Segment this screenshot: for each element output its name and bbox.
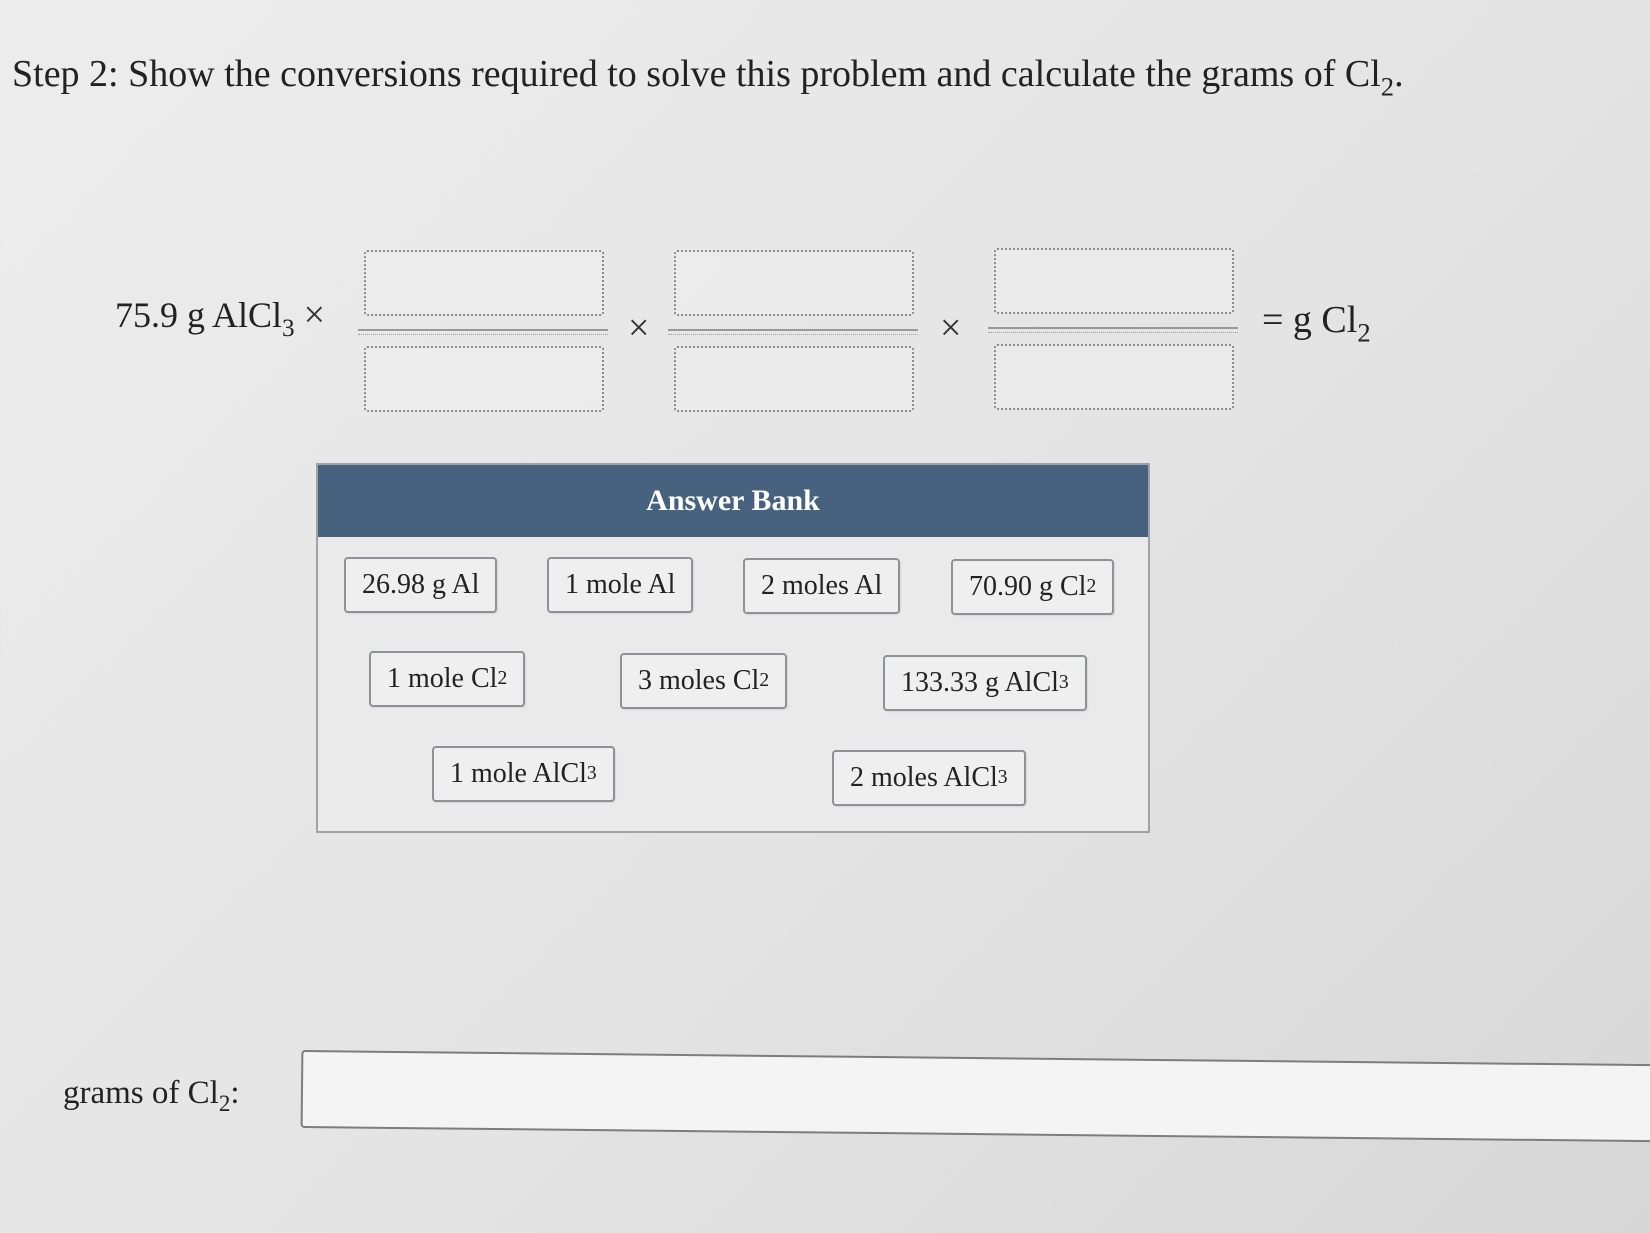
grams-cl2-answer-input[interactable] [301, 1050, 1650, 1142]
fraction-bar [988, 327, 1238, 333]
step-title: Step 2: Show the conversions required to solve this problem and calculate the grams of $Cl_2$. [12, 53, 1404, 102]
result-unit: = g $Cl_2$ [1262, 299, 1371, 348]
denominator-drop-slot-1[interactable] [364, 346, 604, 412]
denominator-drop-slot-3[interactable] [994, 344, 1234, 410]
multiply-symbol: × [303, 294, 326, 336]
numerator-drop-slot-1[interactable] [364, 250, 604, 316]
answer-chip[interactable]: 1 mole Cl 2 [369, 651, 525, 707]
conversion-factor-3 [988, 248, 1238, 410]
answer-chip[interactable]: 2 moles AlCl 3 [832, 750, 1026, 806]
given-quantity: 75.9 g AlCl$_3$ × [115, 294, 326, 342]
answer-chip[interactable]: 26.98 g Al [344, 557, 497, 613]
numerator-drop-slot-3[interactable] [994, 248, 1234, 314]
answer-chip[interactable]: 133.33 g AlCl 3 [883, 655, 1087, 711]
answer-bank-title: Answer Bank [318, 465, 1148, 537]
answer-chip[interactable]: 70.90 g Cl 2 [951, 559, 1114, 615]
denominator-drop-slot-2[interactable] [674, 346, 914, 412]
answer-chip[interactable]: 1 mole AlCl 3 [432, 746, 615, 802]
fraction-bar [358, 329, 608, 335]
answer-bank [316, 463, 1150, 833]
multiply-symbol: × [628, 307, 650, 349]
answer-chip[interactable]: 3 moles Cl 2 [620, 653, 787, 709]
conversion-factor-2 [668, 250, 918, 412]
multiply-symbol: × [940, 307, 962, 349]
conversion-factor-1 [358, 250, 608, 412]
answer-chip[interactable]: 1 mole Al [547, 557, 693, 613]
answer-chip[interactable]: 2 moles Al [743, 558, 900, 614]
numerator-drop-slot-2[interactable] [674, 250, 914, 316]
answer-label: grams of $Cl_2$: [63, 1075, 240, 1117]
fraction-bar [668, 329, 918, 335]
